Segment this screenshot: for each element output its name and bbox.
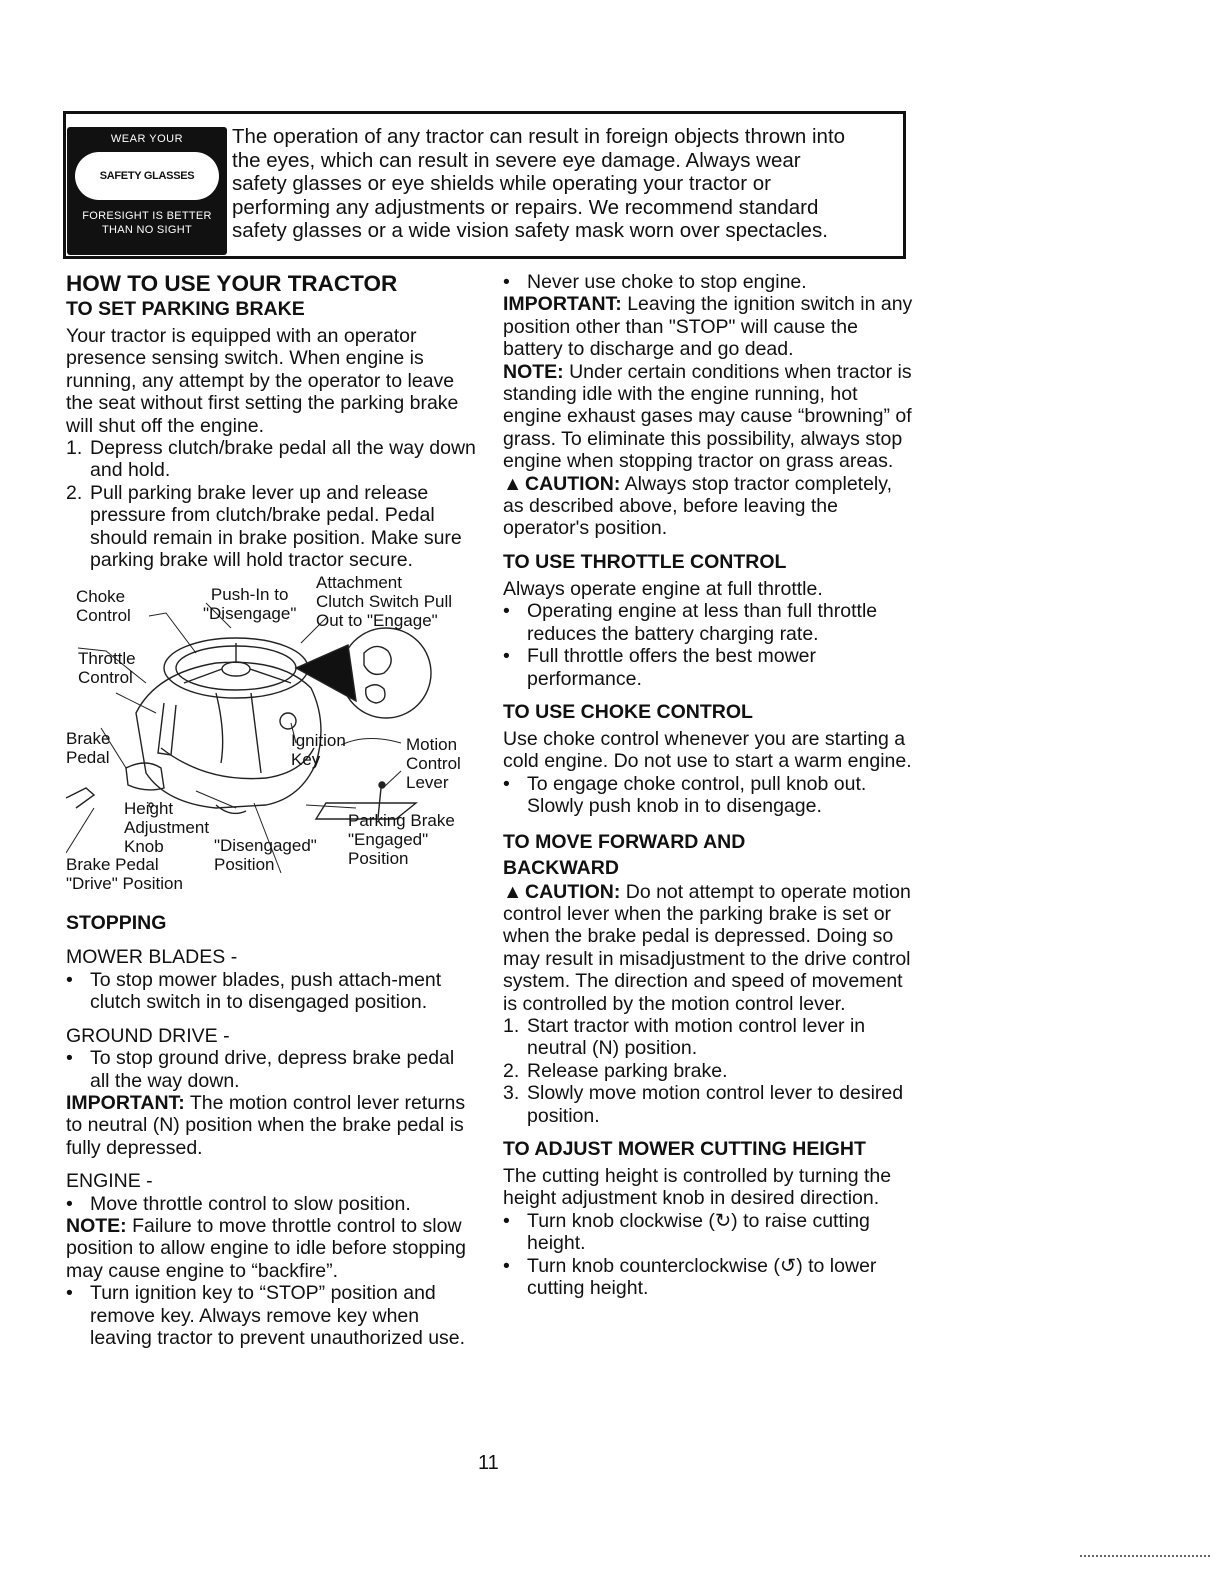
step-number: 2. bbox=[66, 481, 83, 504]
bullet-text: Turn knob counterclockwise (↺) to lower cutting height. bbox=[527, 1254, 877, 1300]
note-label: NOTE: bbox=[66, 1214, 127, 1237]
important-text: Leaving the ignition switch in any position other than "STOP" will cause the battery to discharge and go dead. bbox=[503, 293, 913, 361]
caution-text: Do not attempt to operate motion control lever when the parking brake is set or when the brake pedal is depressed. Doing so may result in misadjustment to the drive control system. The direction and speed of movement is controlled by the motion control lever. bbox=[503, 880, 911, 1015]
mower-blades-label: MOWER BLADES - bbox=[66, 946, 238, 969]
ground-drive-label: GROUND DRIVE - bbox=[66, 1024, 230, 1047]
label-push-in-disengage: Push-In to "Disengage" bbox=[203, 585, 297, 624]
list-item bbox=[503, 645, 915, 690]
list-item bbox=[66, 969, 476, 1014]
badge-top-text: WEAR YOUR bbox=[110, 133, 184, 145]
important-note bbox=[503, 293, 915, 360]
bullet-text: Never use choke to stop engine. bbox=[527, 271, 807, 293]
bullet-text: Full throttle offers the best mower performance. bbox=[527, 645, 817, 690]
important-note bbox=[66, 1092, 476, 1159]
bullet-text: To engage choke control, pull knob out. Slowly push knob in to disengage. bbox=[527, 772, 867, 818]
bullet-text: Turn knob clockwise (↻) to raise cutting height. bbox=[527, 1209, 870, 1255]
throttle-intro: Always operate engine at full throttle. bbox=[503, 577, 823, 600]
label-ignition-key: Ignition Key bbox=[291, 731, 346, 770]
step-number: 2. bbox=[503, 1059, 520, 1082]
bullet-icon: • bbox=[66, 1047, 73, 1070]
cutting-height-heading: TO ADJUST MOWER CUTTING HEIGHT bbox=[503, 1138, 866, 1160]
cutting-height-intro: The cutting height is controlled by turning the height adjustment knob in desired direction. bbox=[503, 1165, 892, 1210]
list-item bbox=[503, 271, 915, 293]
step-text: Release parking brake. bbox=[527, 1059, 728, 1082]
step-text: Slowly move motion control lever to desired position. bbox=[527, 1082, 904, 1127]
bullet-icon: • bbox=[66, 1282, 73, 1305]
note-text: Failure to move throttle control to slow position to allow engine to idle before stopping may cause engine to “backfire”. bbox=[66, 1214, 467, 1282]
left-column bbox=[66, 271, 476, 1349]
caution-triangle-icon: ▲ bbox=[503, 880, 523, 903]
list-item bbox=[503, 1015, 915, 1060]
label-throttle-control: Throttle Control bbox=[78, 649, 136, 688]
right-column bbox=[503, 271, 915, 1299]
parking-brake-intro: Your tractor is equipped with an operator presence sensing switch. When engine is running, any attempt by the operator to leave the seat without first setting the parking brake will shut off the engine. bbox=[66, 325, 459, 437]
bottom-divider bbox=[1080, 1555, 1210, 1557]
bullet-text: To stop mower blades, push attach-ment clutch switch in to disengaged position. bbox=[90, 968, 442, 1014]
bullet-text: Turn ignition key to “STOP” position and remove key. Always remove key when leaving tractor to prevent unauthorized use. bbox=[90, 1282, 466, 1349]
bullet-icon: • bbox=[503, 772, 510, 795]
note-paragraph bbox=[503, 361, 915, 473]
engine-label: ENGINE - bbox=[66, 1170, 153, 1193]
tractor-controls-diagram bbox=[66, 573, 476, 903]
label-motion-control-lever: Motion Control Lever bbox=[406, 735, 461, 793]
safety-glasses-badge bbox=[67, 127, 227, 255]
caution-paragraph bbox=[503, 881, 915, 1015]
safety-warning-text: The operation of any tractor can result in foreign objects thrown into the eyes, which can result in severe eye damage. Always wear safety glasses or eye shields while operating your tractor or performing any adjustments or repairs. We recommend standard safety glasses or a wide vision safety mask worn over spectacles. bbox=[232, 125, 846, 242]
bullet-text: To stop ground drive, depress brake pedal all the way down. bbox=[90, 1047, 455, 1092]
label-height-adjustment-knob: Height Adjustment Knob bbox=[124, 799, 210, 857]
important-label: IMPORTANT: bbox=[66, 1091, 185, 1114]
bullet-icon: • bbox=[66, 1192, 73, 1215]
badge-middle-text: SAFETY GLASSES bbox=[75, 152, 219, 200]
stopping-heading: STOPPING bbox=[66, 912, 167, 935]
list-item bbox=[503, 1255, 915, 1300]
list-item bbox=[503, 773, 915, 818]
list-item bbox=[66, 1282, 476, 1349]
section-title: HOW TO USE YOUR TRACTOR bbox=[66, 271, 398, 296]
note-label: NOTE: bbox=[503, 360, 564, 383]
list-item bbox=[66, 482, 476, 572]
caution-label: CAUTION: bbox=[525, 472, 621, 495]
label-disengaged-position: "Disengaged" Position bbox=[214, 836, 317, 875]
step-number: 1. bbox=[66, 437, 83, 460]
bullet-icon: • bbox=[503, 645, 510, 668]
bullet-icon: • bbox=[503, 1254, 510, 1277]
list-item bbox=[503, 1210, 915, 1255]
choke-control-heading: TO USE CHOKE CONTROL bbox=[503, 700, 753, 723]
label-choke-control: Choke Control bbox=[76, 587, 131, 626]
caution-label: CAUTION: bbox=[525, 880, 621, 903]
list-item bbox=[503, 600, 915, 645]
list-item bbox=[66, 1193, 476, 1215]
bullet-text: Move throttle control to slow position. bbox=[90, 1192, 411, 1215]
bullet-icon: • bbox=[503, 600, 510, 623]
move-forward-backward-heading: TO MOVE FORWARD AND BACKWARD bbox=[503, 830, 746, 879]
step-number: 3. bbox=[503, 1082, 520, 1105]
list-item bbox=[66, 1047, 476, 1092]
step-text: Start tractor with motion control lever in neutral (N) position. bbox=[527, 1014, 866, 1060]
badge-bottom-text: FORESIGHT IS BETTER THAN NO SIGHT bbox=[82, 210, 212, 236]
step-text: Pull parking brake lever up and release pressure from clutch/brake pedal. Pedal should remain in brake position. Make sure parking brake will hold tractor secure. bbox=[90, 481, 462, 572]
list-item bbox=[503, 1082, 915, 1127]
caution-paragraph bbox=[503, 473, 915, 540]
label-parking-brake-engaged: Parking Brake "Engaged" Position bbox=[348, 811, 455, 869]
list-item bbox=[503, 1060, 915, 1082]
throttle-control-heading: TO USE THROTTLE CONTROL bbox=[503, 550, 787, 573]
parking-brake-heading: TO SET PARKING BRAKE bbox=[66, 298, 305, 320]
note-text: Under certain conditions when tractor is standing idle with the engine running, hot engine exhaust gases may cause “browning” of grass. To eliminate this possibility, always stop engine when stopping tractor on grass areas. bbox=[503, 360, 912, 473]
important-label: IMPORTANT: bbox=[503, 293, 622, 316]
choke-intro: Use choke control whenever you are starting a cold engine. Do not use to start a warm engine. bbox=[503, 727, 912, 773]
bullet-text: Operating engine at less than full throttle reduces the battery charging rate. bbox=[527, 600, 878, 645]
caution-triangle-icon: ▲ bbox=[503, 472, 523, 495]
step-text: Depress clutch/brake pedal all the way down and hold. bbox=[90, 437, 476, 482]
label-attachment-clutch-switch: Attachment Clutch Switch Pull Out to "Engage" bbox=[316, 573, 453, 631]
label-brake-pedal-drive: Brake Pedal "Drive" Position bbox=[66, 855, 183, 894]
bullet-icon: • bbox=[66, 968, 73, 991]
bullet-icon: • bbox=[503, 271, 510, 293]
step-number: 1. bbox=[503, 1014, 520, 1037]
caution-text: Always stop tractor completely, as described above, before leaving the operator's position. bbox=[503, 472, 892, 540]
bullet-icon: • bbox=[503, 1209, 510, 1232]
note-paragraph bbox=[66, 1215, 476, 1282]
label-brake-pedal: Brake Pedal bbox=[66, 729, 111, 768]
important-text: The motion control lever returns to neutral (N) position when the brake pedal is fully depressed. bbox=[66, 1091, 466, 1159]
page-number: 11 bbox=[478, 1452, 499, 1474]
list-item bbox=[66, 437, 476, 482]
